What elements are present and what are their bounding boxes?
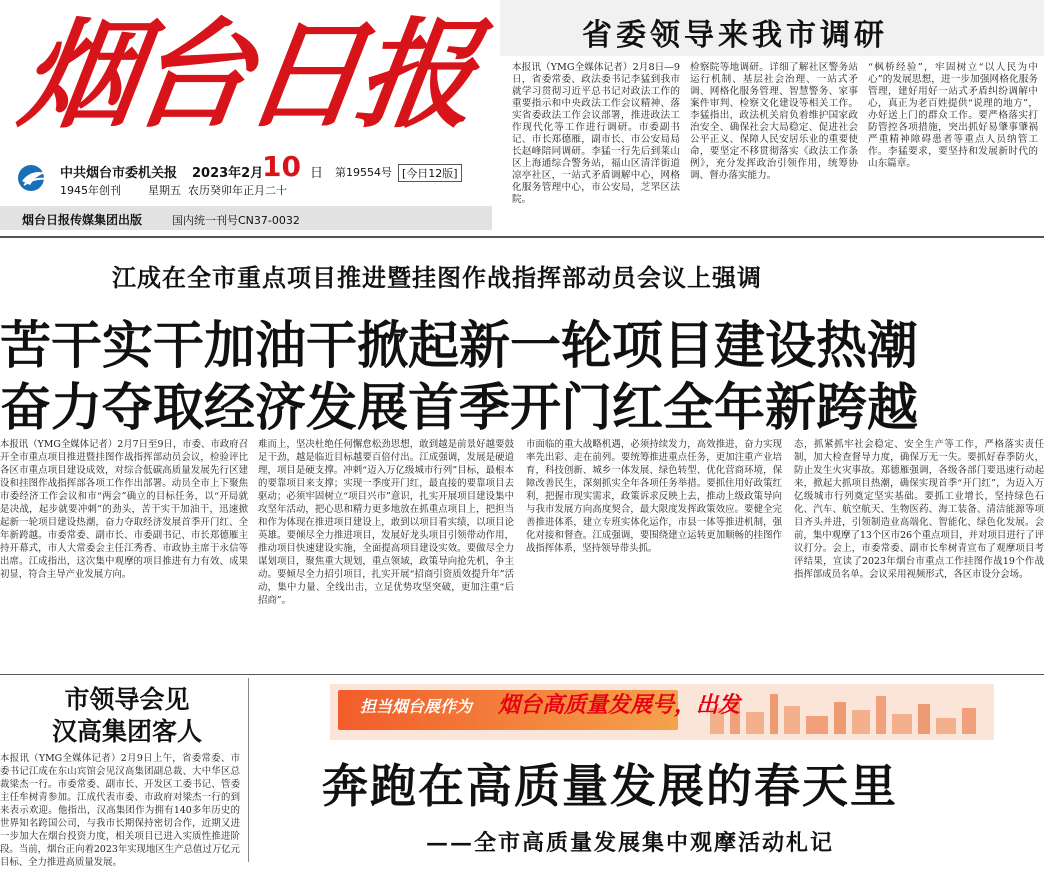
divider [0, 236, 1044, 238]
newspaper-logo-icon [16, 163, 54, 193]
skyline-icon [700, 690, 990, 734]
sponsor: 中共烟台市委机关报 [60, 166, 178, 181]
lead-column-4: 态，抓紧抓牢社会稳定、安全生产等工作，严格落实责任制，加大检查督导力度，确保万无一失。要抓好春季防火，防止发生火灾事故。郑德雁强调，各级各部门要迅速行动起来，掀起大抓项目热潮，确保实现首季“开门红”，为迈入万亿级城市行列奠定坚实基础。要抓工业增长，坚持绿色石化、汽车、航空航天、生物医药、海工装备、清洁能源等项目齐头并进，引领制造业高端化、智能化、绿色化发展。会前，集中观摩了13个区市26个重点项目，并对项目进行了评议打分。会上，市委常委、副市长牟树青宣布了观摩项目考评结果，宣读了2023年烟台市重点工作挂图作战19个作战指挥部成员名单。会议采用视频形式，各区市设分会场。 [794, 439, 1044, 580]
date-suffix: 日 [310, 166, 324, 181]
top-story-headline: 省委领导来我市调研 [582, 18, 888, 53]
lead-column-3: 市面临的重大战略机遇，必须持续发力，高效推进，奋力实现率先出彩、走在前列。要统筹推进重点任务，更加注重产业培育，科技创新、城乡一体发展、绿色转型、优化营商环境，保障改善民生，深刻抓实全年各项任务举措。要抓住用好政策红利，把握市现实需求，政策诉求反映上去，推动上级政策导向与我市发展方向高度契合，最大限度发挥政策效应。要健全完善推进体系，建立专班实体化运作，市县一体等推进机制，强化对接和督查。江成强调，要围绕建立运转更加顺畅的挂图作战指挥体系，坚持领导带头抓。 [526, 439, 782, 554]
banner-emphasis: 烟台高质量发展号，出发 [498, 693, 741, 718]
lead-column-1: 本报讯（YMG全媒体记者）2月7日至9日，市委、市政府召开全市重点项目推进暨挂图作战指挥部动员会议，检验评比各区市重点项目建设成效，对综合低碳高质量发展先行区建设和挂图作战指挥部各项工作作出部署。动员全市上下聚焦市委经济工作会议和市“两会”确立的目标任务，以“开局就是决战，起步就要冲刺”的劲头，苦干实干加油干，迅速掀起新一轮项目建设热潮，奋力夺取经济发展首季开门红、全年新跨越。市委常委、副市长、市委副书记、市长郑德雁主持开幕式，市人大常委会主任江秀香、市政协主席于永信等出席。江成指出，这次集中观摩的项目推进有力有效、成果初显，符合主导产业发展方向。 [0, 439, 248, 580]
weekday: 星期五 [148, 184, 181, 197]
issue-pages: [今日12版] [398, 164, 462, 182]
feature-headline: 奔跑在高质量发展的春天里 [322, 759, 898, 813]
lunar-date: 农历癸卯年正月二十 [188, 184, 287, 197]
feature-subheadline: ——全市高质量发展集中观摩活动札记 [426, 830, 835, 856]
date-day: 10 [262, 150, 301, 183]
founded: 1945年创刊 [60, 184, 121, 197]
top-story-column-3: “枫桥经验”，牢固树立“以人民为中心”的发展思想，进一步加强网格化服务管理，建好用好一站式矛盾纠纷调解中心，真正为老百姓提供“说理的地方”，办好送上门的群众工作。要严格落实打防管控各项措施，突出抓好易肇事肇祸严重精神障碍患者等重点人员纳管工作。李猛要求，要坚持和发展新时代的山东篇章。 [868, 62, 1038, 169]
side-story-headline: 市领导会见 汉高集团客人 [51, 685, 202, 746]
banner-text: 担当烟台展作为 [360, 697, 473, 716]
lead-headline-1: 苦干实干加油干掀起新一轮项目建设热潮 [0, 317, 919, 376]
top-story-column-1: 本报讯（YMG全媒体记者）2月8日—9日，省委常委、政法委书记李猛到我市就学习贯彻习近平总书记对政法工作的重要指示和中央政法工作会议精神、落实省委政法工作会议部署，推进政法工作现代化等工作进行调研。市委副书记、市长郑德雁，副市长、市公安局局长赵峰陪同调研。李猛一行先后到莱山区上海通综合警务站，福山区清洋街道凉亭社区，一站式矛盾调解中心，网格化服务管理中心，市公安局，芝罘区法院。 [512, 62, 680, 205]
lead-column-2: 难而上，坚决杜绝任何懈怠松劲思想，敢到越是前景好越要鼓足干劲，越是临近目标越要百倍付出。江成强调，发展是硬道理，项目是硬支撑。冲刺“迈入万亿级城市行列”目标，最根本的要靠项目来支撑；实现一季度开门红，最直接的要靠项目去驱动；必须牢固树立“项目兴市”意识，扎实开展项目建设集中攻坚年活动，把心思和精力更多地放在抓重点项目上，把担当和作为体现在推进项目建设上，敢到以项目看实绩，以项目论英雄。要倾尽全力推进项目，发展好龙头项目引领带动作用，推动项目快速建设实施，全面提高项目建设实效。要做尽全力谋划项目，聚焦重大规划，重点领域，政策导向抢先机，争主动。要倾尽全力招引项目，扎实开展“招商引资质效提升年”活动，集中力量、全线出击，立足优势攻坚突破，更加注重“后招商”。 [258, 439, 514, 606]
cn-code: 国内统一刊号CN37-0032 [172, 214, 300, 227]
divider [0, 674, 1044, 675]
lead-headline-2: 奋力夺取经济发展首季开门红全年新跨越 [0, 379, 919, 438]
top-story-column-2: 检察院等地调研。详细了解社区警务站运行机制、基层社会治理、一站式矛调、网格化服务管理、智慧警务、家事案件审判、检察文化建设等相关工作。李猛指出，政法机关肩负着维护国家政治安全、确保社会大局稳定、促进社会公平正义、保障人民安居乐业的重要使命，要坚定不移贯彻落实《政法工作条例》，充分发挥政治引领作用，统筹协调、督办落实能力。 [690, 62, 858, 181]
masthead-title: 烟台日报 [12, 5, 480, 144]
lead-kicker: 江成在全市重点项目推进暨挂图作战指挥部动员会议上强调 [112, 263, 762, 292]
date-prefix: 2023年2月 [192, 166, 264, 181]
side-story-body: 本报讯（YMG全媒体记者）2月9日上午，省委常委、市委书记江成在东山宾馆会见汉高集团副总裁、大中华区总裁梁杰一行。市委常委、副市长、开发区工委书记、管委主任牟树青参加。江成代表市委、市政府对梁杰一行的到来表示欢迎。他指出，汉高集团作为拥有140多年历史的世界知名跨国公司，与我市长期保持密切合作，近期又进一步加大在烟台投资力度，相关项目已进入实质性推进阶段。当前，烟台正向着2023年实现地区生产总值过万亿元目标、全力推进高质量发展。 [0, 753, 240, 868]
issue-number: 第19554号 [335, 166, 392, 179]
column-divider [248, 678, 249, 862]
publisher: 烟台日报传媒集团出版 [22, 213, 143, 227]
